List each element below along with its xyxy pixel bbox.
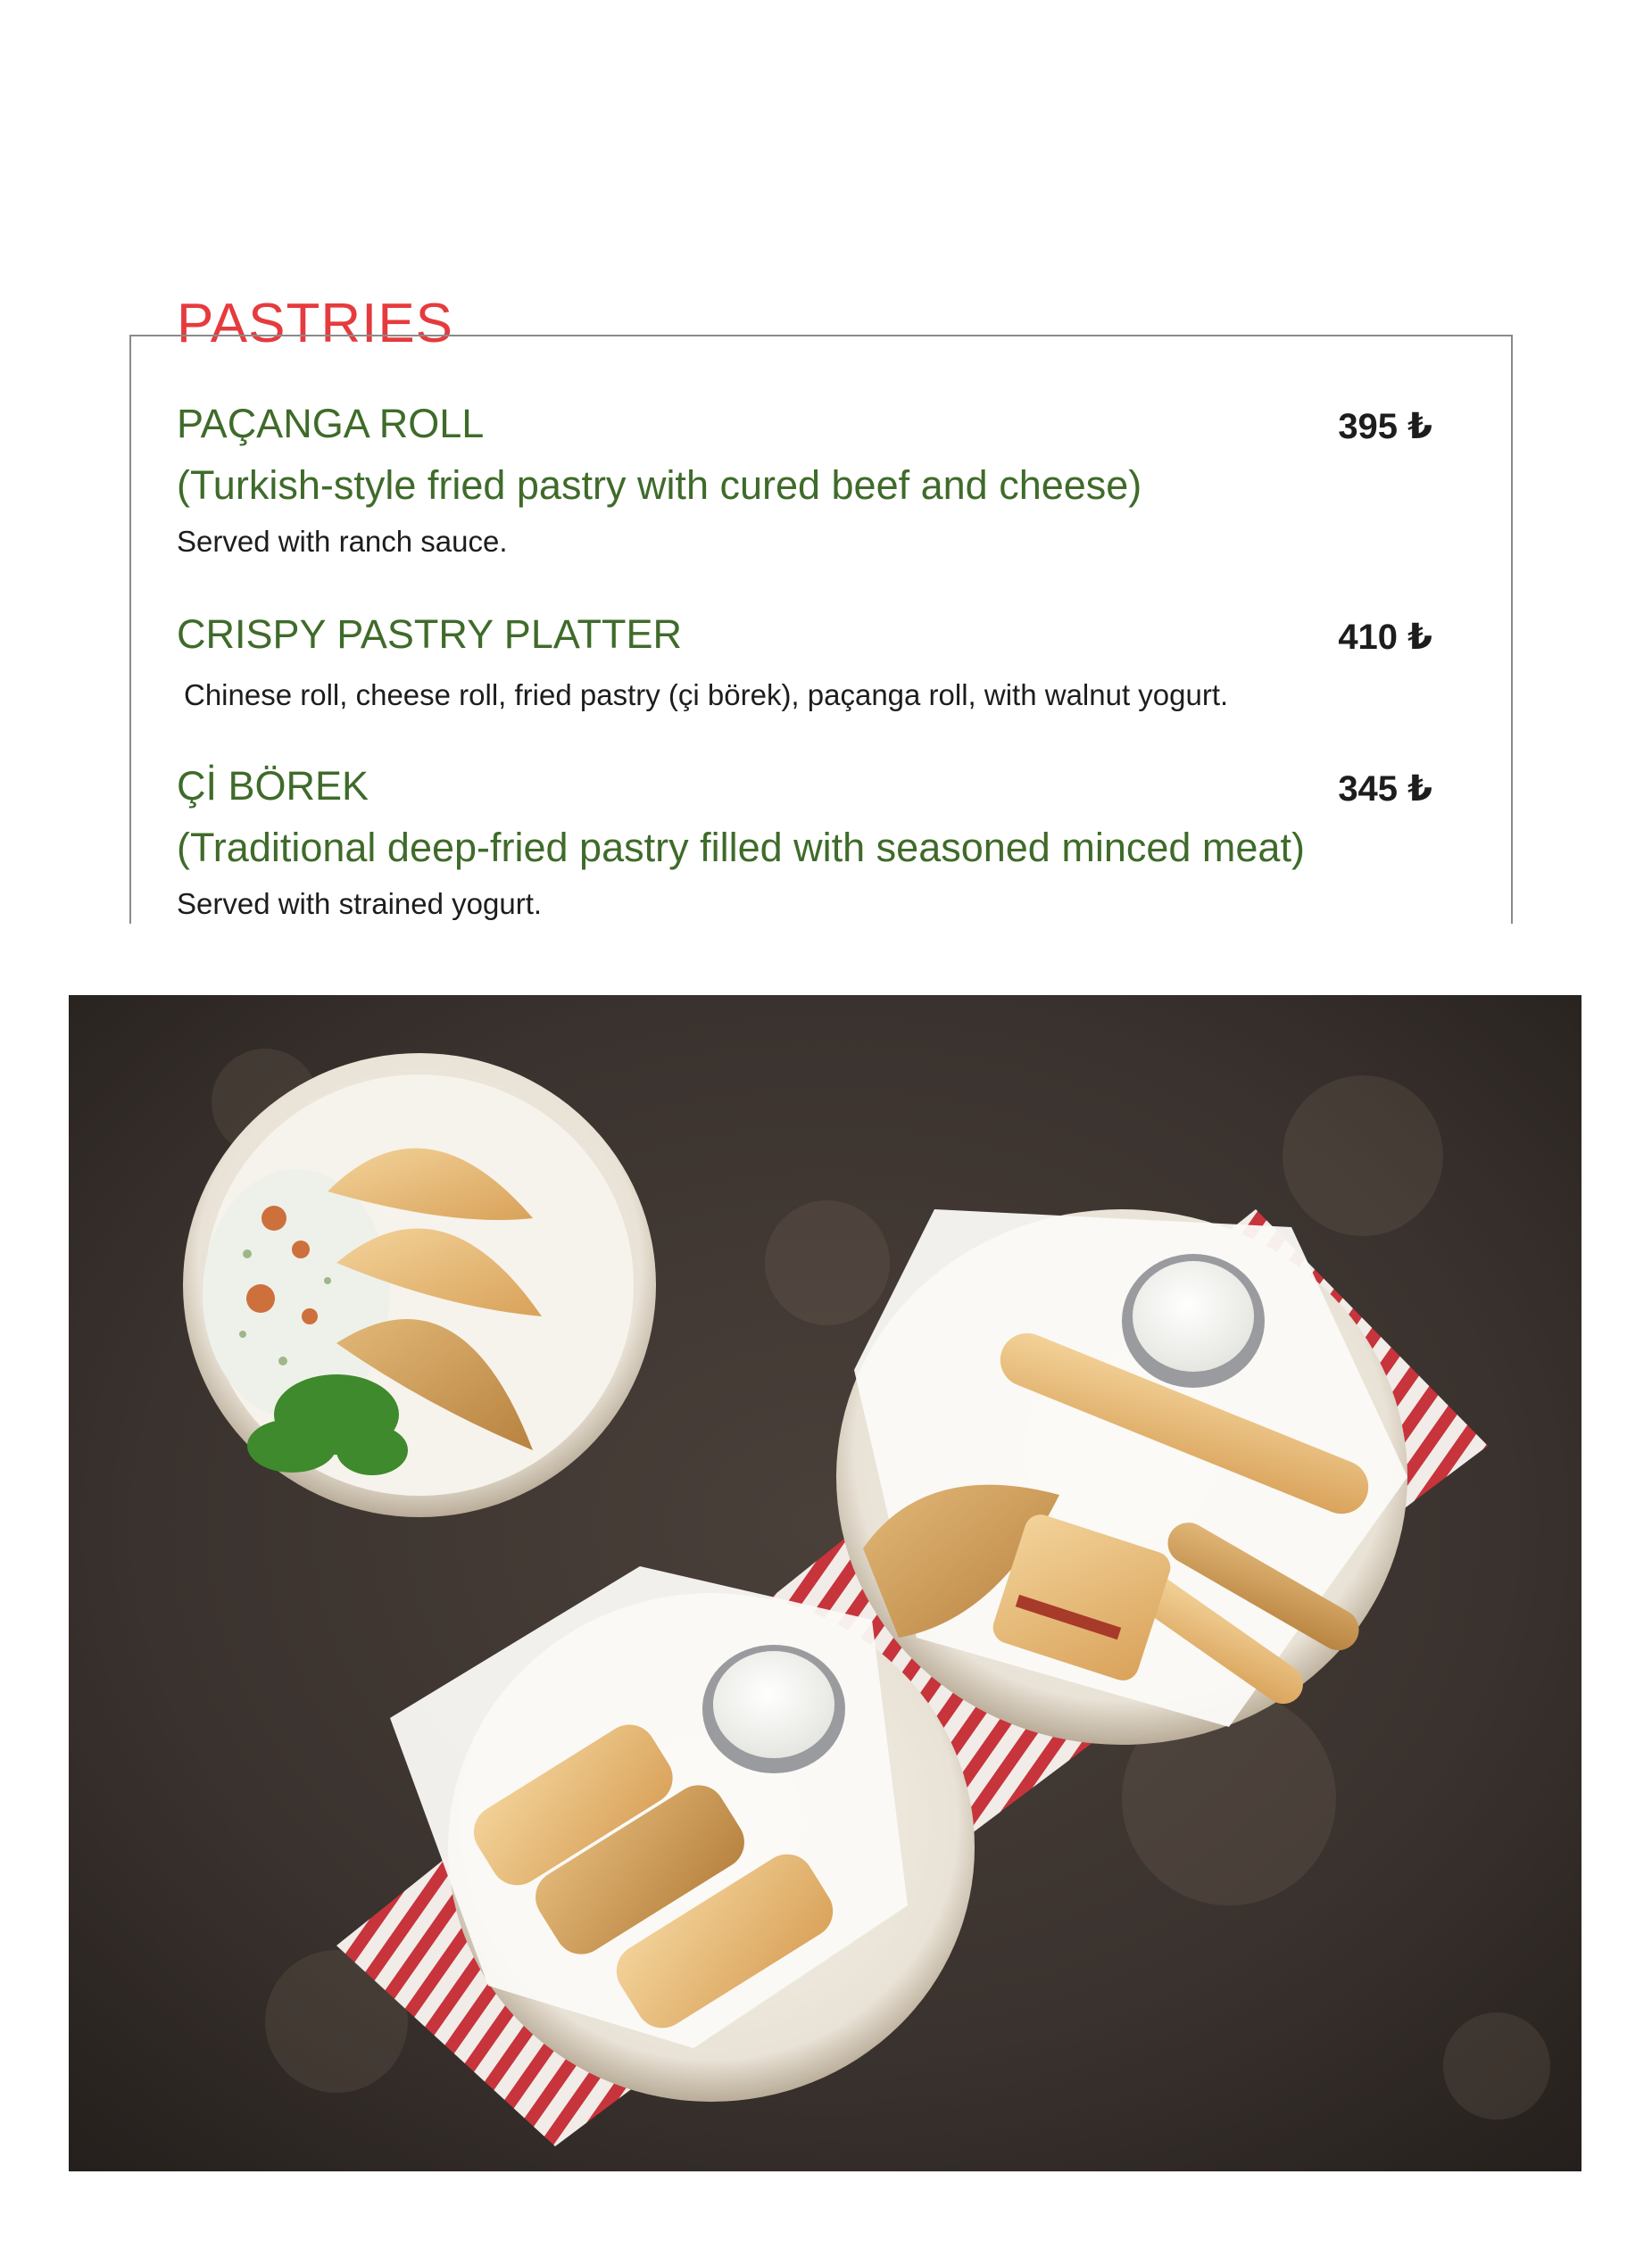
item-subtitle-pacanga-roll: (Turkish-style fried pastry with cured beef and cheese): [177, 462, 1142, 508]
item-price-crispy-pastry-platter: 410 ₺: [1338, 618, 1432, 657]
item-price-pacanga-roll: 395 ₺: [1338, 407, 1432, 446]
item-subtitle-ci-borek: (Traditional deep-fried pastry filled with seasoned minced meat): [177, 825, 1305, 870]
item-name-ci-borek: Çİ BÖREK: [177, 763, 369, 809]
section-title: PASTRIES: [177, 292, 454, 354]
food-photo: [69, 995, 1581, 2171]
item-name-crispy-pastry-platter: CRISPY PASTRY PLATTER: [177, 611, 683, 657]
item-description-crispy-pastry-platter: Chinese roll, cheese roll, fried pastry (çi börek), paçanga roll, with walnut yogurt.: [184, 678, 1229, 711]
item-description-pacanga-roll: Served with ranch sauce.: [177, 525, 508, 558]
item-price-ci-borek: 345 ₺: [1338, 769, 1432, 809]
item-name-pacanga-roll: PAÇANGA ROLL: [177, 401, 485, 446]
item-description-ci-borek: Served with strained yogurt.: [177, 887, 543, 920]
